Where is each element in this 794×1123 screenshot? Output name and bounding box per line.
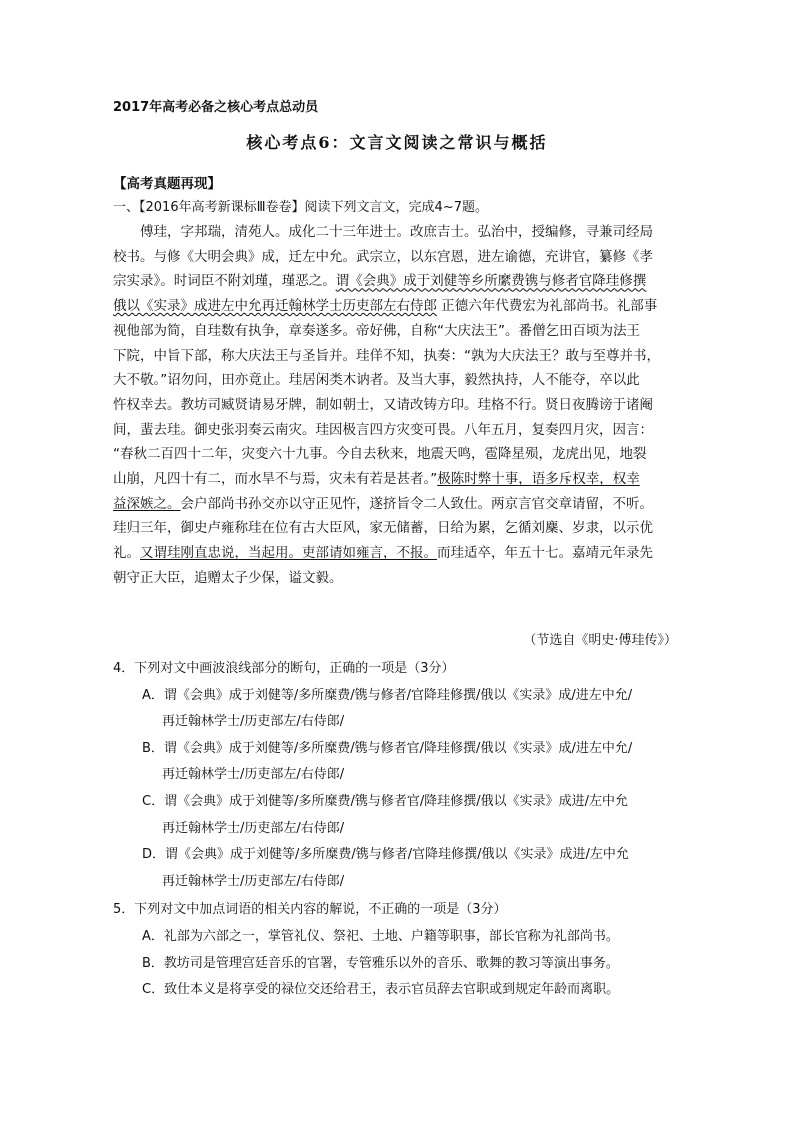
passage-line: 傅珪，字邦瑞，清苑人。成化二十三年进士。改庶吉士。弘治中，授编修，寻兼司经局: [140, 224, 653, 240]
passage-line: [113, 492, 689, 517]
passage-line: 珪归三年，御史卢雍称珪在位有古大臣风，家无储蓄，日给为累，乞循刘麇、岁隶，以示优: [113, 520, 653, 537]
passage-text: 宗实录》。时词臣不附刘瑾，瑾恶之。: [113, 273, 336, 290]
passage-line: 大不敬。”诏勿问，田亦竟止。珪居闲类木讷者。及当大事，毅然执持，人不能夺，卒以此: [113, 372, 640, 389]
question-4-stem: 4．下列对文中画波浪线部分的断句，正确的一项是（3分）: [113, 661, 455, 676]
passage-line: 下院，中旨下部，称大庆法王与圣旨并。珪佯不知，执奏：“孰为大庆法王？敢与至尊并书，: [113, 347, 660, 364]
question-5-stem: 5．下列对文中加点词语的相关内容的解说，不正确的一项是（3分）: [113, 902, 507, 918]
option-b: B．教坊司是管理宫廷音乐的官署，专管雅乐以外的音乐、歌舞的教习等演出事务。: [142, 955, 619, 971]
passage-text: 而珪适卒，年五十七。嘉靖元年录先: [437, 545, 653, 562]
option-b-cont: 再迁翰林学士/历吏部左/右侍郎/: [162, 767, 345, 783]
passage-line: 忤权幸去。教坊司臧贤请易牙牌，制如朝士，又请改铸方印。珪格不行。贤日夜腾谤于诸阉: [113, 396, 653, 413]
underlined-text: 又谓珪刚直忠说，当起用。吏部请如雍言，不报。: [140, 545, 437, 562]
option-b: B．谓《会典》成于刘健等/多所糜费/镌与修者官/降珪修撰/俄以《实录》成/进左中允/: [142, 740, 633, 756]
passage-text: 山崩，凡四十有二，而水旱不与焉，灾未有若是甚者。”: [113, 471, 438, 488]
passage-line: [113, 294, 689, 319]
classical-passage: [113, 220, 689, 591]
passage-line: 校书。与修《大明会典》成，迁左中允。武宗立，以东宫恩，进左谕德，充讲官，纂修《孝: [113, 248, 653, 265]
passage-line: [113, 269, 689, 294]
passage-line: 视他部为简，自珪数有执争，章奏遂多。帝好佛，自称“大庆法王”。番僧乞田百顷为法王: [113, 322, 640, 339]
option-d: D．谓《会典》成于刘健等/多所糜费/镌与修者/官降珪修撰/俄以《实录》成进/左中允: [142, 847, 629, 863]
option-c: C．谓《会典》成于刘健等/多所糜费/镌与修者官/降珪修撰/俄以《实录》成进/左中允: [142, 793, 628, 809]
wavy-underlined-text: 谓《会典》成于刘健等乡所縻费镌与修者官降珪修撰: [335, 273, 647, 290]
option-c: C．致仕本义是将享受的禄位交还给君王，表示官员辞去官职或到规定年龄而离职。: [142, 982, 620, 998]
passage-text: 会户部尚书孙交亦以守正见忤，遂挤旨令二人致仕。两京言官交章请留，不听。: [180, 495, 653, 512]
option-a: A．谓《会典》成于刘健等/多所糜费/镌与修者/官降珪修撰/俄以《实录》成/进左中允/: [142, 687, 633, 703]
document-header: 2017年高考必备之核心考点总动员: [113, 100, 319, 115]
passage-line: 间，蜚去珪。御史张羽奏云南灾。珪因极言四方灾变可畏。八年五月，复奏四月灾，因言：: [113, 421, 653, 438]
option-d-cont: 再迁翰林学士/历吏部左/右侍郎/: [162, 873, 345, 889]
section-heading: 【高考真题再现】: [113, 176, 221, 192]
option-a: A．礼部为六部之一，掌管礼仪、祭祀、土地、户籍等职事，部长官称为礼部尚书。: [142, 928, 619, 944]
underlined-text: 极陈时弊十事，语多斥权幸，权幸: [437, 471, 640, 488]
underlined-text: 益深嫉之。: [113, 495, 181, 512]
passage-line: [113, 467, 689, 492]
wavy-underlined-text: 俄以《实录》成进左中允再迁翰林学士历吏部左右侍郎: [113, 298, 437, 315]
passage-source: （节选自《明史·傅珪传》）: [523, 633, 677, 648]
questions-block: [113, 656, 693, 1004]
passage-text: 礼。: [113, 545, 140, 562]
option-a-cont: 再迁翰林学士/历吏部左/右侍郎/: [162, 714, 345, 730]
page-title: 核心考点6：文言文阅读之常识与概括: [246, 133, 548, 152]
passage-line: “春秋二百四十二年，灾变六十九事。今自去秋来，地震天鸣，雹降星殒，龙虎出见，地裂: [113, 446, 647, 463]
passage-text: 正德六年代费宏为礼部尚书。礼部事: [437, 298, 658, 315]
passage-line: [113, 541, 689, 566]
passage-line: 朝守正大臣，追赠太子少保，谥文毅。: [113, 569, 343, 586]
option-c-cont: 再迁翰林学士/历吏部左/右侍郎/: [162, 820, 345, 836]
question-intro: 一、【2016年高考新课标Ⅲ卷卷】阅读下列文言文，完成4~7题。: [113, 200, 488, 215]
